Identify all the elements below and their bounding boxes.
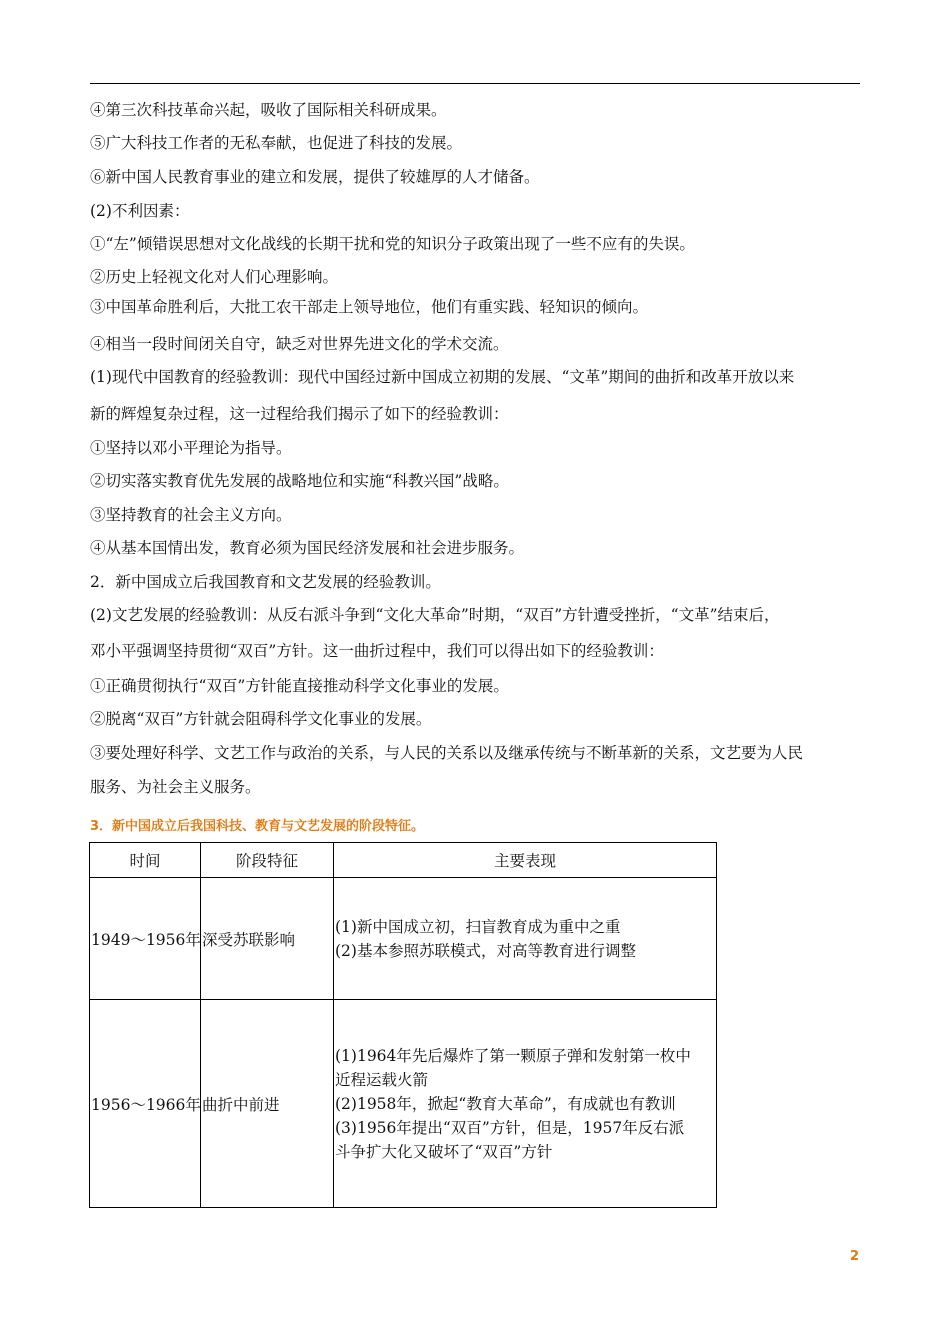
header-rule — [90, 83, 860, 84]
body-line: ①坚持以邓小平理论为指导。 — [90, 439, 292, 457]
body-line: ④相当一段时间闭关自守，缺乏对世界先进文化的学术交流。 — [90, 335, 509, 353]
cell-item: (2)基本参照苏联模式，对高等教育进行调整 — [335, 941, 636, 960]
body-line: ②脱离“双百”方针就会阻碍科学文化事业的发展。 — [90, 710, 432, 728]
body-line: ③坚持教育的社会主义方向。 — [90, 506, 292, 524]
table-row — [90, 1000, 717, 1208]
body-line: 邓小平强调坚持贯彻“双百”方针。这一曲折过程中，我们可以得出如下的经验教训： — [90, 642, 664, 660]
cell-time: 1949～1956年 — [90, 878, 201, 1000]
body-line: 2．新中国成立后我国教育和文艺发展的经验教训。 — [90, 573, 441, 591]
body-line: ⑤广大科技工作者的无私奉献，也促进了科技的发展。 — [90, 134, 463, 152]
body-line: ②切实落实教育优先发展的战略地位和实施“科教兴国”战略。 — [90, 472, 509, 490]
table-row — [90, 878, 717, 1000]
body-line: ②历史上轻视文化对人们心理影响。 — [90, 268, 339, 286]
body-line: (2)文艺发展的经验教训：从反右派斗争到“文化大革命”时期，“双百”方针遭受挫折，“文革”结束后， — [90, 606, 780, 624]
body-line: (2)不利因素： — [90, 202, 190, 220]
body-line: 服务、为社会主义服务。 — [90, 778, 261, 796]
section-heading: 3．新中国成立后我国科技、教育与文艺发展的阶段特征。 — [90, 819, 425, 834]
body-line: ④从基本国情出发，教育必须为国民经济发展和社会进步服务。 — [90, 539, 525, 557]
body-line: ③中国革命胜利后，大批工农干部走上领导地位，他们有重实践、轻知识的倾向。 — [90, 298, 649, 316]
body-line: ①“左”倾错误思想对文化战线的长期干扰和党的知识分子政策出现了一些不应有的失误。 — [90, 235, 695, 253]
body-line: 新的辉煌复杂过程，这一过程给我们揭示了如下的经验教训： — [90, 405, 509, 423]
column-header-main: 主要表现 — [334, 843, 717, 878]
body-line: ④第三次科技革命兴起，吸收了国际相关科研成果。 — [90, 101, 447, 119]
body-line: ①正确贯彻执行“双百”方针能直接推动科学文化事业的发展。 — [90, 677, 509, 695]
column-header-feature: 阶段特征 — [201, 843, 334, 878]
body-line: ⑥新中国人民教育事业的建立和发展，提供了较雄厚的人才储备。 — [90, 168, 540, 186]
cell-item: (1)新中国成立初，扫盲教育成为重中之重 — [335, 917, 621, 936]
cell-feature: 深受苏联影响 — [201, 878, 334, 1000]
table-header-row — [90, 843, 717, 878]
body-line: (1)现代中国教育的经验教训：现代中国经过新中国成立初期的发展、“文革”期间的曲折和改革开放以来 — [90, 368, 795, 386]
cell-main — [334, 878, 717, 1000]
cell-main — [334, 1000, 717, 1208]
cell-item: (1)1964年先后爆炸了第一颗原子弹和发射第一枚中 — [335, 1046, 691, 1065]
cell-item: 近程运载火箭 — [335, 1070, 429, 1089]
cell-time: 1956～1966年 — [90, 1000, 201, 1208]
body-line: ③要处理好科学、文艺工作与政治的关系，与人民的关系以及继承传统与不断革新的关系，文艺要为人民 — [90, 744, 804, 762]
cell-item: 斗争扩大化又破坏了“双百”方针 — [335, 1142, 553, 1161]
cell-item: (3)1956年提出“双百”方针，但是，1957年反右派 — [335, 1118, 685, 1137]
stage-table — [89, 842, 717, 1208]
column-header-time: 时间 — [90, 843, 201, 878]
cell-item: (2)1958年，掀起“教育大革命”，有成就也有教训 — [335, 1094, 676, 1113]
cell-feature: 曲折中前进 — [201, 1000, 334, 1208]
page-number: 2 — [850, 1249, 860, 1264]
